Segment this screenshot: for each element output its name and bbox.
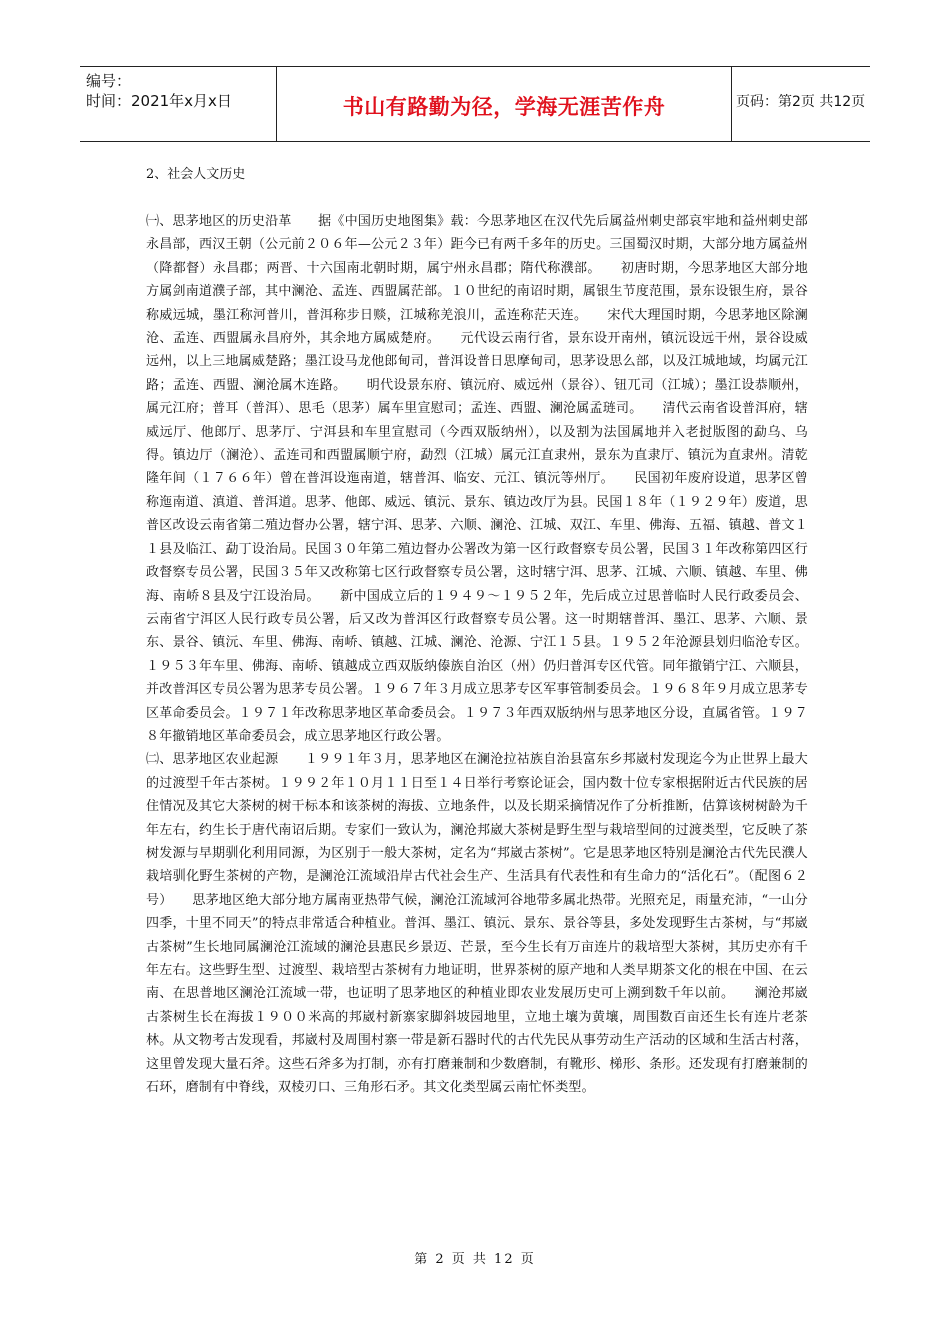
motto: 书山有路勤为径，学海无涯苦作舟 — [342, 95, 666, 119]
page-header — [80, 66, 870, 142]
section-title: 2、社会人文历史 — [146, 167, 246, 182]
date-label: 时间：2021年x月x日 — [86, 92, 232, 110]
header-page-label: 页码：第2页 共12页 — [736, 94, 866, 110]
header-motto-cell — [276, 67, 732, 141]
body-text — [146, 210, 808, 1099]
header-meta — [80, 67, 276, 141]
paragraph-agriculture: ㈡、思茅地区农业起源 １９９１年３月，思茅地区在澜沧拉祜族自治县富东乡邦崴村发现迄今为止世界上最大的过渡型千年古茶树。１９９２年１０月１１日至１４日举行考察论证会，国内数十位专家根据附近古代民族的居住情况及其它大茶树的树干标本和该茶树的海拔、立地条件，以及长期采摘情况作了分析推断，估算该树树龄为千年左右，约生长于唐代南诏后期。专家们一致认为，澜沧邦崴大茶树是野生型与栽培型间的过渡类型，它反映了茶树发源与早期驯化利用同源，为区别于一般大茶树，定名为“邦崴古茶树”。它是思茅地区特别是澜沧古代先民濮人栽培驯化野生茶树的产物，是澜沧江流域沿岸古代社会生产、生活具有代表性和有生命力的“活化石”。（配图６２号） 思茅地区绝大部分地方属南亚热带气候，澜沧江流域河谷地带多属北热带。光照充足，雨量充沛，“一山分四季，十里不同天”的特点非常适合种植业。普洱、墨江、镇沅、景东、景谷等县，多处发现野生古茶树，与“邦崴古茶树”生长地同属澜沧江流域的澜沧县惠民乡景迈、芒景，至今生长有万亩连片的栽培型大茶树，其历史亦有千年左右。这些野生型、过渡型、栽培型古茶树有力地证明，世界茶树的原产地和人类早期茶文化的根在中国、在云南、在思普地区澜沧江流域一带，也证明了思茅地区的种植业即农业发展历史可上溯到数千年以前。 澜沧邦崴古茶树生长在海拔１９００米高的邦崴村新寨家脚斜坡园地里，立地土壤为黄壤，周围数百亩还生长有连片老茶林。从文物考古发现看，邦崴村及周围村寨一带是新石器时代的古代先民从事劳动生产活动的区域和生活古村落，这里曾发现大量石斧。这些石斧多为打制，亦有打磨兼制和少数磨制，有靴形、梯形、条形。还发现有打磨兼制的石环，磨制有中脊线，双棱刃口、三角形石矛。其文化类型属云南忙怀类型。 — [146, 752, 808, 1096]
paragraph-history: ㈠、思茅地区的历史沿革 据《中国历史地图集》载：今思茅地区在汉代先后属益州刺史部哀牢地和益州刺史部永昌部，西汉王朝（公元前２０６年—公元２３年）距今已有两千多年的历史。三国蜀汉时期，大部分地方属益州（降都督）永昌郡；两晋、十六国南北朝时期，属宁州永昌郡；隋代称濮部。 初唐时期，今思茅地区大部分地方属剑南道濮子部，其中澜沧、孟连、西盟属茫部。１０世纪的南诏时期，属银生节度范围，景东设银生府，景谷称威远城，墨江称河普川，普洱称步日赕，江城称羌浪川，孟连称茫天连。 宋代大理国时期，今思茅地区除澜沧、孟连、西盟属永昌府外，其余地方属威楚府。 元代设云南行省，景东设开南州，镇沅设远干州，景谷设威远州，以上三地属威楚路；墨江设马龙他郎甸司，普洱设普日思摩甸司，思茅设思么部，以及江城地域，均属元江路；孟连、西盟、澜沧属木连路。 明代设景东府、镇沅府、威远州（景谷）、钮兀司（江城）；墨江设恭顺州，属元江府；普耳（普洱）、思毛（思茅）属车里宣慰司；孟连、西盟、澜沧属孟琏司。 清代云南省设普洱府，辖威远厅、他郎厅、思茅厅、宁洱县和车里宣慰司（今西双版纳州），以及割为法国属地并入老挝版图的勐乌、乌得。镇边厅（澜沧）、孟连司和西盟属顺宁府，勐烈（江城）属元江直隶州，景东为直隶厅、镇沅为直隶州。清乾隆年间（１７６６年）曾在普洱设迤南道，辖普洱、临安、元江、镇沅等州厅。 民国初年废府设道，思茅区曾称迤南道、滇道、普洱道。思茅、他郎、威远、镇沅、景东、镇边改厅为县。民国１８年（１９２９年）废道，思普区改设云南省第二殖边督办公署，辖宁洱、思茅、六顺、澜沧、江城、双江、车里、佛海、五福、镇越、普文１１县及临江、勐丁设治局。民国３０年第二殖边督办公署改为第一区行政督察专员公署，民国３１年改称第四区行政督察专员公署，民国３５年又改称第七区行政督察专员公署，这时辖宁洱、思茅、江城、六顺、镇越、车里、佛海、南峤８县及宁江设治局。 新中国成立后的１９４９～１９５２年，先后成立过思普临时人民行政委员会、云南省宁洱区人民行政专员公署，后又改为普洱区行政督察专员公署。这一时期辖普洱、墨江、思茅、六顺、景东、景谷、镇沅、车里、佛海、南峤、镇越、江城、澜沧、沧源、宁江１５县。１９５２年沧源县划归临沧专区。１９５３年车里、佛海、南峤、镇越成立西双版纳傣族自治区（州）仍归普洱专区代管。同年撤销宁江、六顺县，并改普洱区专员公署为思茅专员公署。１９６７年３月成立思茅专区军事管制委员会。１９６８年９月成立思茅专区革命委员会。１９７１年改称思茅地区革命委员会。１９７３年西双版纳州与思茅地区分设，直属省管。１９７８年撤销地区革命委员会，成立思茅地区行政公署。 — [146, 214, 808, 744]
page-footer: 第 2 页 共 12 页 — [414, 1252, 536, 1267]
serial-label: 编号： — [86, 72, 132, 90]
